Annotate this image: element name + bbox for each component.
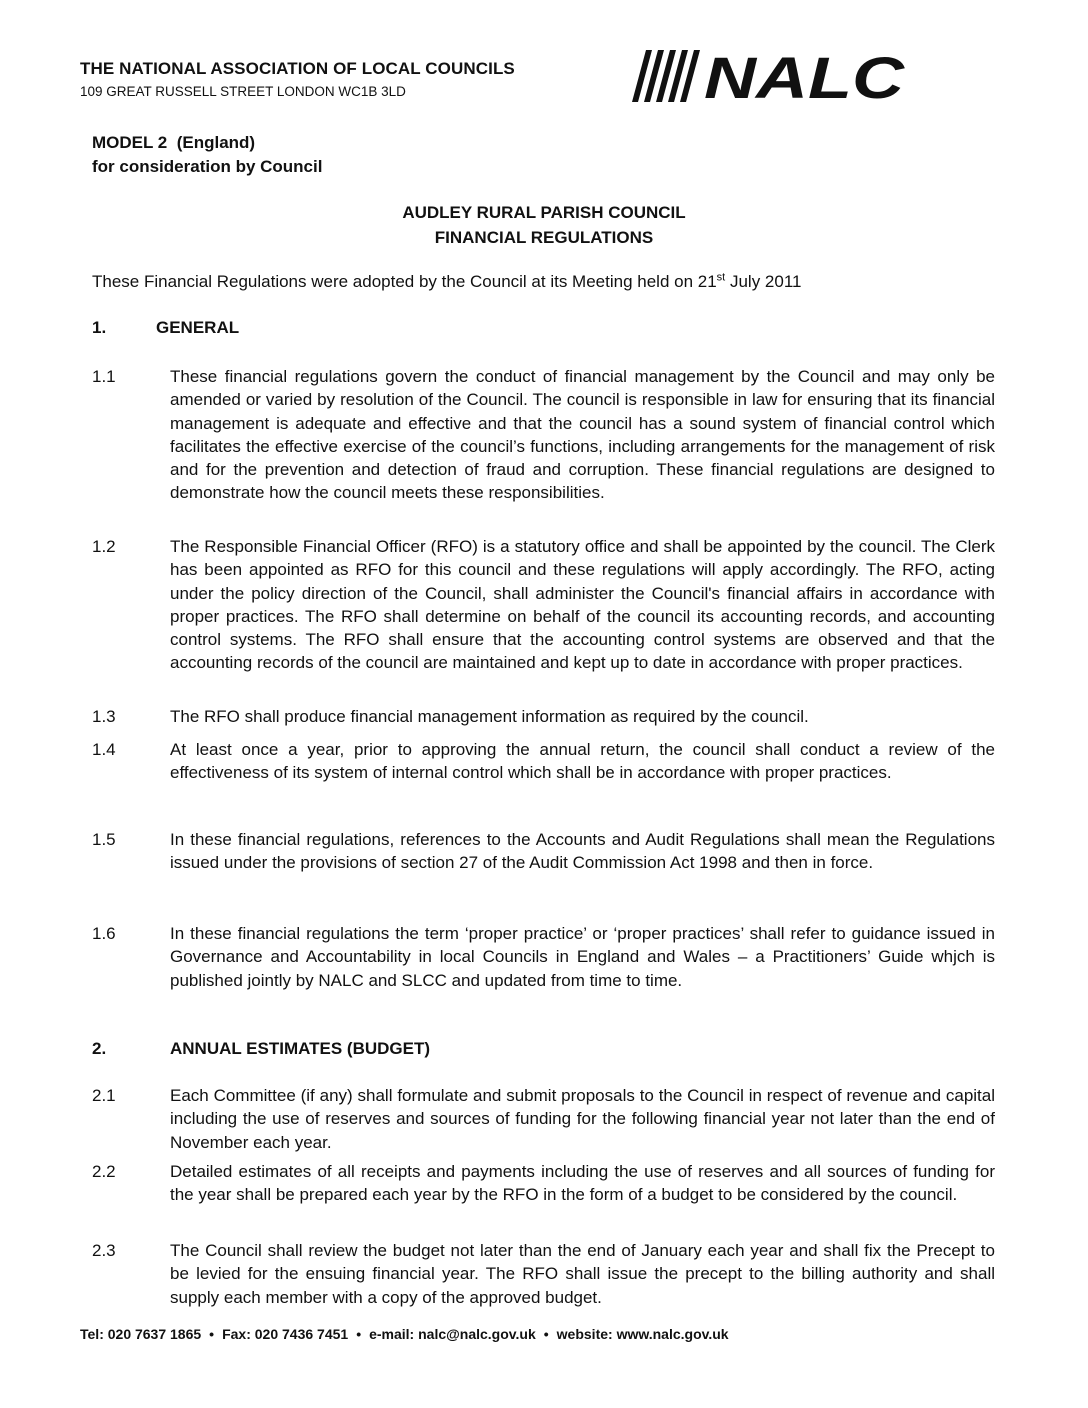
logo-slashes bbox=[632, 50, 700, 102]
council-name: AUDLEY RURAL PARISH COUNCIL bbox=[402, 203, 686, 222]
paragraph-1-1 bbox=[92, 365, 995, 505]
paragraph-text: The RFO shall produce financial management information as required by the council. bbox=[170, 707, 809, 726]
footer-separator: • bbox=[209, 1326, 215, 1342]
nalc-logo bbox=[632, 48, 912, 104]
organisation-address: 109 GREAT RUSSELL STREET LONDON WC1B 3LD bbox=[80, 84, 406, 99]
document-title bbox=[0, 200, 1088, 250]
section-number: 2. bbox=[92, 1039, 107, 1058]
paragraph-text: The Responsible Financial Officer (RFO) is a statutory office and shall be appointed by the council. The Clerk has been appointed as RFO for this council and these regulations will apply accordingly. The RFO, acting under the policy direction of the Council, shall administer the Council's financial affairs in accordance with proper practices. The RFO shall determine on behalf of the council its accounting records, and accounting control systems. The RFO shall ensure that the accounting control systems are observed and that the accounting records of the council are maintained and kept up to date in accordance with proper practices. bbox=[170, 537, 995, 673]
organisation-name: THE NATIONAL ASSOCIATION OF LOCAL COUNCILS bbox=[80, 59, 515, 78]
paragraph-text: Detailed estimates of all receipts and payments including the use of reserves and all sources of funding for the year shall be prepared each year by the RFO in the form of a budget to be considered by the council. bbox=[170, 1162, 995, 1205]
paragraph-1-5 bbox=[92, 828, 995, 875]
footer-website: website: www.nalc.gov.uk bbox=[556, 1326, 729, 1342]
paragraph-text: In these financial regulations, references to the Accounts and Audit Regulations shall mean the Regulations issued under the provisions of section 27 of the Audit Commission Act 1998 and then in force. bbox=[170, 830, 995, 873]
paragraph-text: At least once a year, prior to approving the annual return, the council shall conduct a review of the effectiveness of its system of internal control which shall be in accordance with proper practices. bbox=[170, 740, 995, 783]
paragraph-text: In these financial regulations the term ‘proper practice’ or ‘proper practices’ shall refer to guidance issued in Governance and Accountability in local Councils in England and Wales – a Practitioners’ Guide whjch is published jointly by NALC and SLCC and updated from time to time. bbox=[170, 924, 995, 990]
paragraph-1-3 bbox=[92, 705, 995, 728]
regulations-title: FINANCIAL REGULATIONS bbox=[434, 228, 654, 247]
paragraph-number: 1.6 bbox=[92, 924, 116, 943]
paragraph-number: 2.2 bbox=[92, 1162, 116, 1181]
paragraph-1-2 bbox=[92, 535, 995, 675]
paragraph-1-6 bbox=[92, 922, 995, 992]
paragraph-number: 1.4 bbox=[92, 740, 116, 759]
paragraph-number: 1.2 bbox=[92, 537, 116, 556]
section-number: 1. bbox=[92, 318, 107, 337]
adoption-text: These Financial Regulations were adopted by the Council at its Meeting held on 21 bbox=[92, 272, 717, 291]
paragraph-1-4 bbox=[92, 738, 995, 785]
footer-email: e-mail: nalc@nalc.gov.uk bbox=[369, 1326, 536, 1342]
paragraph-text: Each Committee (if any) shall formulate and submit proposals to the Council in respect of revenue and capital including the use of reserves and sources of funding for the following financial year not later than the end of November each year. bbox=[170, 1086, 995, 1152]
paragraph-number: 1.5 bbox=[92, 830, 116, 849]
paragraph-2-3 bbox=[92, 1239, 995, 1309]
section-title: ANNUAL ESTIMATES (BUDGET) bbox=[170, 1039, 431, 1058]
logo-text: NALC bbox=[704, 48, 906, 104]
paragraph-number: 1.3 bbox=[92, 707, 116, 726]
paragraph-2-1 bbox=[92, 1084, 995, 1154]
paragraph-text: The Council shall review the budget not later than the end of January each year and shall fix the Precept to be levied for the ensuing financial year. The RFO shall issue the precept to the billing authority and shall supply each member with a copy of the approved budget. bbox=[170, 1241, 995, 1307]
footer-separator: • bbox=[356, 1326, 362, 1342]
paragraph-number: 2.1 bbox=[92, 1086, 116, 1105]
footer-separator: • bbox=[543, 1326, 549, 1342]
model-line-2: for consideration by Council bbox=[92, 157, 323, 176]
footer-fax: Fax: 020 7436 7451 bbox=[222, 1326, 349, 1342]
paragraph-number: 1.1 bbox=[92, 367, 116, 386]
footer-contact bbox=[80, 1326, 729, 1342]
adoption-year: July 2011 bbox=[725, 272, 802, 291]
paragraph-text: These financial regulations govern the conduct of financial management by the Council and may only be amended or varied by resolution of the Council. The council is responsible in law for ensuring that its financial management is adequate and effective and that the council has a sound system of financial control which facilitates the effective exercise of the council’s functions, including arrangements for the management of risk and for the prevention and detection of fraud and corruption. These financial regulations are designed to demonstrate how the council meets these responsibilities. bbox=[170, 367, 995, 503]
adoption-statement bbox=[92, 272, 801, 292]
model-label bbox=[92, 131, 322, 179]
paragraph-2-2 bbox=[92, 1160, 995, 1207]
footer-telephone: Tel: 020 7637 1865 bbox=[80, 1326, 202, 1342]
section-title: GENERAL bbox=[156, 318, 240, 337]
model-line-1: MODEL 2 (England) bbox=[92, 133, 256, 152]
paragraph-number: 2.3 bbox=[92, 1241, 116, 1260]
adoption-date-suffix: st bbox=[716, 271, 726, 284]
